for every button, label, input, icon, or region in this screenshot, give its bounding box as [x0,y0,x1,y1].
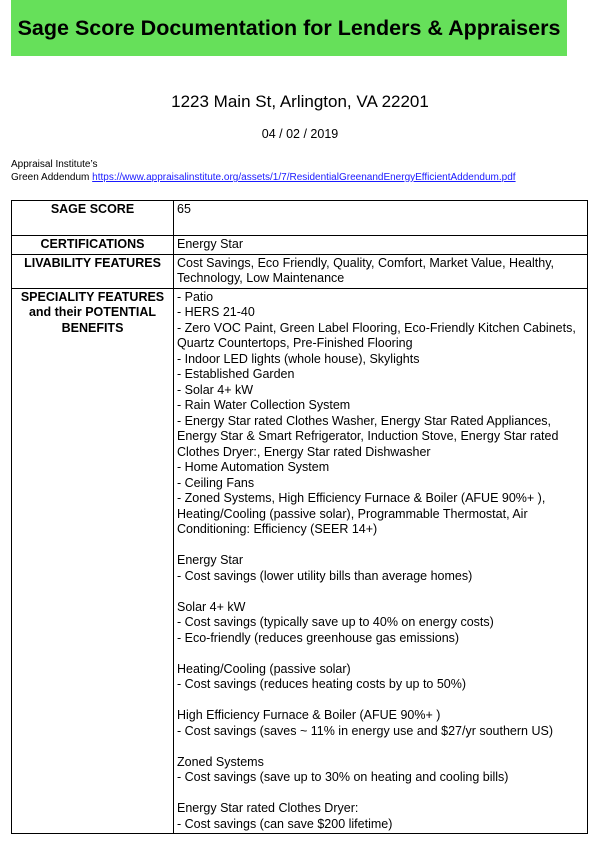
certifications-value: Energy Star [174,236,588,255]
benefit-spacer [177,584,584,600]
feature-item: - Established Garden [177,367,295,381]
benefit-item: - Cost savings (typically save up to 40% on energy costs) [177,615,494,629]
feature-item: - Home Automation System [177,460,330,474]
livability-value: Cost Savings, Eco Friendly, Quality, Comfort, Market Value, Healthy, Technology, Low Maintenance [174,254,588,288]
speciality-content [174,288,588,834]
row-certifications [12,236,588,255]
feature-item: - HERS 21-40 [177,305,255,319]
score-table [11,200,588,834]
feature-item: - Zoned Systems, High Efficiency Furnace & Boiler (AFUE 90%+ ), Heating/Cooling (passive solar), Programmable Thermostat, Air Conditioning: Efficiency (SEER 14+) [177,491,546,536]
feature-item: - Indoor LED lights (whole house), Skylights [177,351,420,366]
sage-score-label: SAGE SCORE [12,201,174,236]
property-address: 1223 Main St, Arlington, VA 22201 [171,92,429,111]
benefit-title: Energy Star rated Clothes Dryer: [177,801,359,815]
feature-item: - Solar 4+ kW [177,382,254,397]
addendum-reference [11,158,516,184]
row-sage-score [12,201,588,236]
row-speciality [12,288,588,834]
benefit-item: - Cost savings (saves ~ 11% in energy use and $27/yr southern US) [177,723,554,738]
certifications-label: CERTIFICATIONS [12,236,174,255]
feature-item: - Energy Star rated Clothes Washer, Energy Star Rated Appliances, Energy Star & Smart Refrigerator, Induction Stove, Energy Star rated Clothes Dryer:, Energy Star rated Dishwasher [177,413,559,459]
benefit-spacer [177,739,584,755]
benefit-title: High Efficiency Furnace & Boiler (AFUE 90%+ ) [177,708,441,722]
benefit-list [177,538,584,833]
speciality-label-line1: SPECIALITY FEATURES [20,289,165,304]
benefit-spacer [177,693,584,709]
benefit-title: Solar 4+ kW [177,599,246,614]
benefit-item: - Cost savings (reduces heating costs by up to 50%) [177,677,467,691]
benefit-title: Heating/Cooling (passive solar) [177,661,351,676]
row-livability [12,254,588,288]
addendum-line2 [11,171,516,184]
benefit-spacer [177,646,584,662]
title-banner [11,0,567,56]
addendum-label: Green Addendum [11,172,93,183]
benefit-item: - Cost savings (lower utility bills than average homes) [177,568,473,583]
feature-item: - Zero VOC Paint, Green Label Flooring, Eco-Friendly Kitchen Cabinets, Quartz Countertops, Pre-Finished Flooring [177,320,576,350]
addendum-line1: Appraisal Institute’s [11,159,98,170]
feature-item: - Ceiling Fans [177,475,255,490]
feature-item: - Patio [177,289,214,304]
sage-score-value: 65 [174,201,588,236]
benefit-title: Zoned Systems [177,754,264,769]
benefit-spacer [177,786,584,802]
speciality-label-line2: and their POTENTIAL [28,305,157,319]
benefit-item: - Cost savings (save up to 30% on heating and cooling bills) [177,770,509,784]
feature-list [177,290,584,538]
speciality-label-line3: BENEFITS [61,320,124,335]
benefit-item: - Cost savings (can save $200 lifetime) [177,816,393,831]
benefit-title: Energy Star [177,553,244,567]
livability-label: LIVABILITY FEATURES [12,254,174,288]
benefit-item: - Eco-friendly (reduces greenhouse gas emissions) [177,630,460,645]
page-title: Sage Score Documentation for Lenders & Appraisers [17,15,561,40]
benefit-spacer [177,538,584,554]
addendum-link[interactable]: https://www.appraisalinstitute.org/assets/1/7/ResidentialGreenandEnergyEfficientAddendum.pdf [92,172,516,183]
report-date: 04 / 02 / 2019 [261,127,339,141]
speciality-label [12,288,174,834]
feature-item: - Rain Water Collection System [177,398,351,412]
